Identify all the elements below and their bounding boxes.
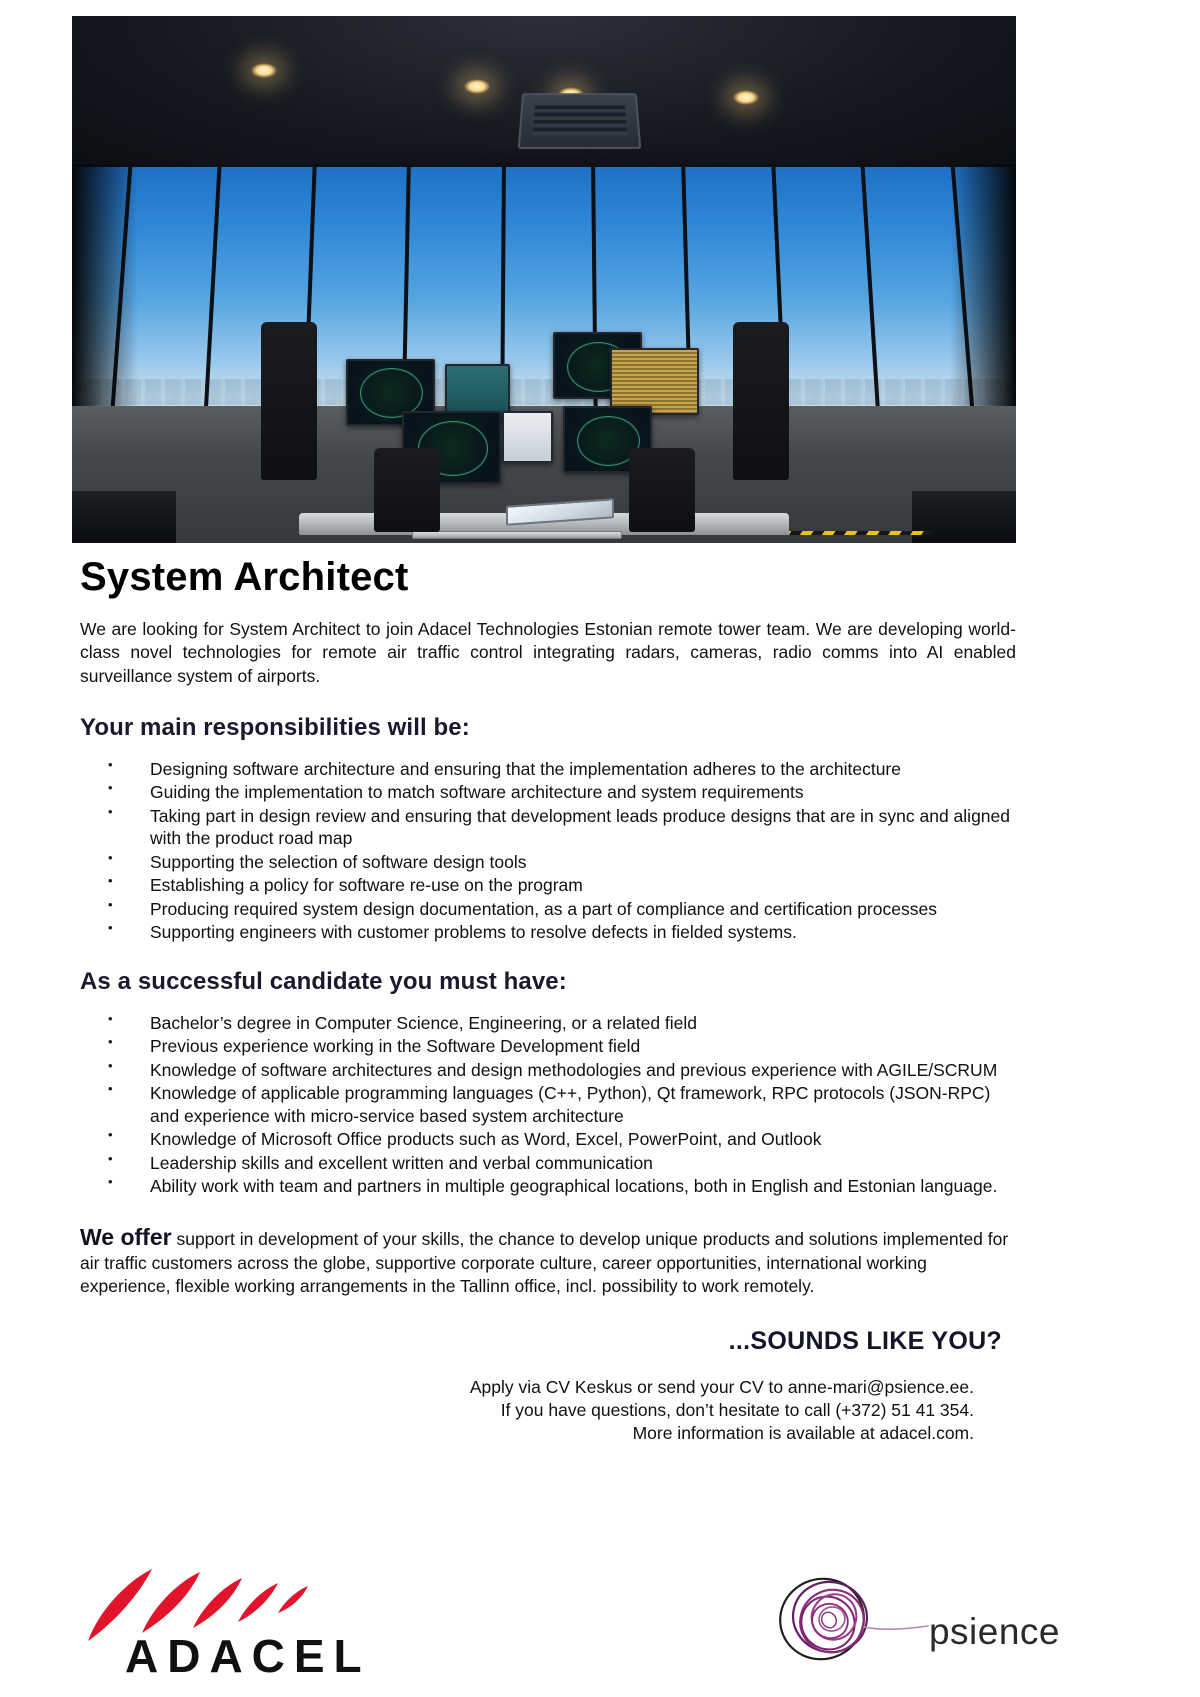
keyboard: [412, 531, 622, 539]
responsibilities-heading: Your main responsibilities will be:: [80, 713, 470, 741]
list-item: • Supporting the selection of software design tools: [102, 851, 1016, 873]
contact-apply-line: Apply via CV Keskus or send your CV to anne-mari@psience.ee.: [469, 1376, 974, 1397]
requirements-list: [80, 1012, 1016, 1198]
offer-body: support in development of your skills, the chance to develop unique products and solutions implemented for air traffic customers across the globe, supportive corporate culture, career opportunities, international working experience, flexible working arrangements in the Tallinn office, incl. possibility to work remotely.: [80, 1228, 1009, 1297]
list-item: • Knowledge of applicable programming languages (C++, Python), Qt framework, RPC protocols (JSON-RPC) and experience with micro-service based system architecture: [102, 1082, 1016, 1127]
intro-paragraph: We are looking for System Architect to join Adacel Technologies Estonian remote tower team. We are developing world-class novel technologies for remote air traffic control integrating radars, cameras, radio comms into AI enabled surveillance system of airports.: [80, 619, 1016, 686]
responsibilities-list: [80, 758, 1016, 944]
screen-frame-top: [72, 164, 1016, 167]
requirements-heading: As a successful candidate you must have:: [80, 967, 567, 995]
offer-paragraph: [80, 1222, 1016, 1299]
list-item: • Leadership skills and excellent written and verbal communication: [102, 1152, 1016, 1174]
operator-chair: [374, 448, 440, 532]
contact-phone-line: If you have questions, don’t hesitate to call (+372) 51 41 354.: [500, 1399, 974, 1420]
list-item: • Producing required system design documentation, as a part of compliance and certification processes: [102, 898, 1016, 920]
offer-lead: We offer: [80, 1223, 172, 1250]
list-item: • Supporting engineers with customer problems to resolve defects in fielded systems.: [102, 921, 1016, 943]
hazard-stripe: [780, 531, 932, 535]
list-item: • Bachelor’s degree in Computer Science, Engineering, or a related field: [102, 1012, 1016, 1034]
hero-image-remote-tower: [72, 16, 1016, 543]
operator-chair: [261, 322, 318, 480]
psience-wordmark: psience: [928, 1611, 1060, 1652]
psience-scribble-icon: [760, 1571, 930, 1667]
call-to-action: ...SOUNDS LIKE YOU?: [728, 1326, 1002, 1355]
footer-logos: [0, 1547, 1200, 1697]
adacel-logo: [80, 1567, 371, 1685]
list-item: • Previous experience working in the Software Development field: [102, 1035, 1016, 1057]
list-item: • Taking part in design review and ensuring that development leads produce designs that are in sync and aligned with the product road map: [102, 805, 1016, 850]
list-item: • Ability work with team and partners in multiple geographical locations, both in English and Estonian language.: [102, 1175, 1016, 1197]
page-title: System Architect: [80, 555, 409, 599]
ceiling-vent: [518, 93, 642, 149]
list-item: • Knowledge of software architectures and design methodologies and previous experience with AGILE/SCRUM: [102, 1059, 1016, 1081]
pillar-right: [912, 491, 1016, 543]
psience-logo: [760, 1571, 1060, 1671]
adacel-wordmark: ADACEL: [125, 1630, 371, 1682]
pillar-left: [72, 491, 176, 543]
list-item: • Knowledge of Microsoft Office products such as Word, Excel, PowerPoint, and Outlook: [102, 1128, 1016, 1150]
list-item: • Designing software architecture and ensuring that the implementation adheres to the architecture: [102, 758, 1016, 780]
data-monitor: [502, 411, 553, 462]
contact-website-line: More information is available at adacel.com.: [632, 1422, 974, 1443]
list-item: • Establishing a policy for software re-use on the program: [102, 874, 1016, 896]
ceiling-light: [733, 90, 759, 105]
job-content: [80, 556, 1016, 1445]
ceiling-light: [464, 79, 490, 94]
operator-chair: [733, 322, 790, 480]
operator-chair: [629, 448, 695, 532]
contact-block: [80, 1376, 1016, 1445]
list-item: • Guiding the implementation to match software architecture and system requirements: [102, 781, 1016, 803]
